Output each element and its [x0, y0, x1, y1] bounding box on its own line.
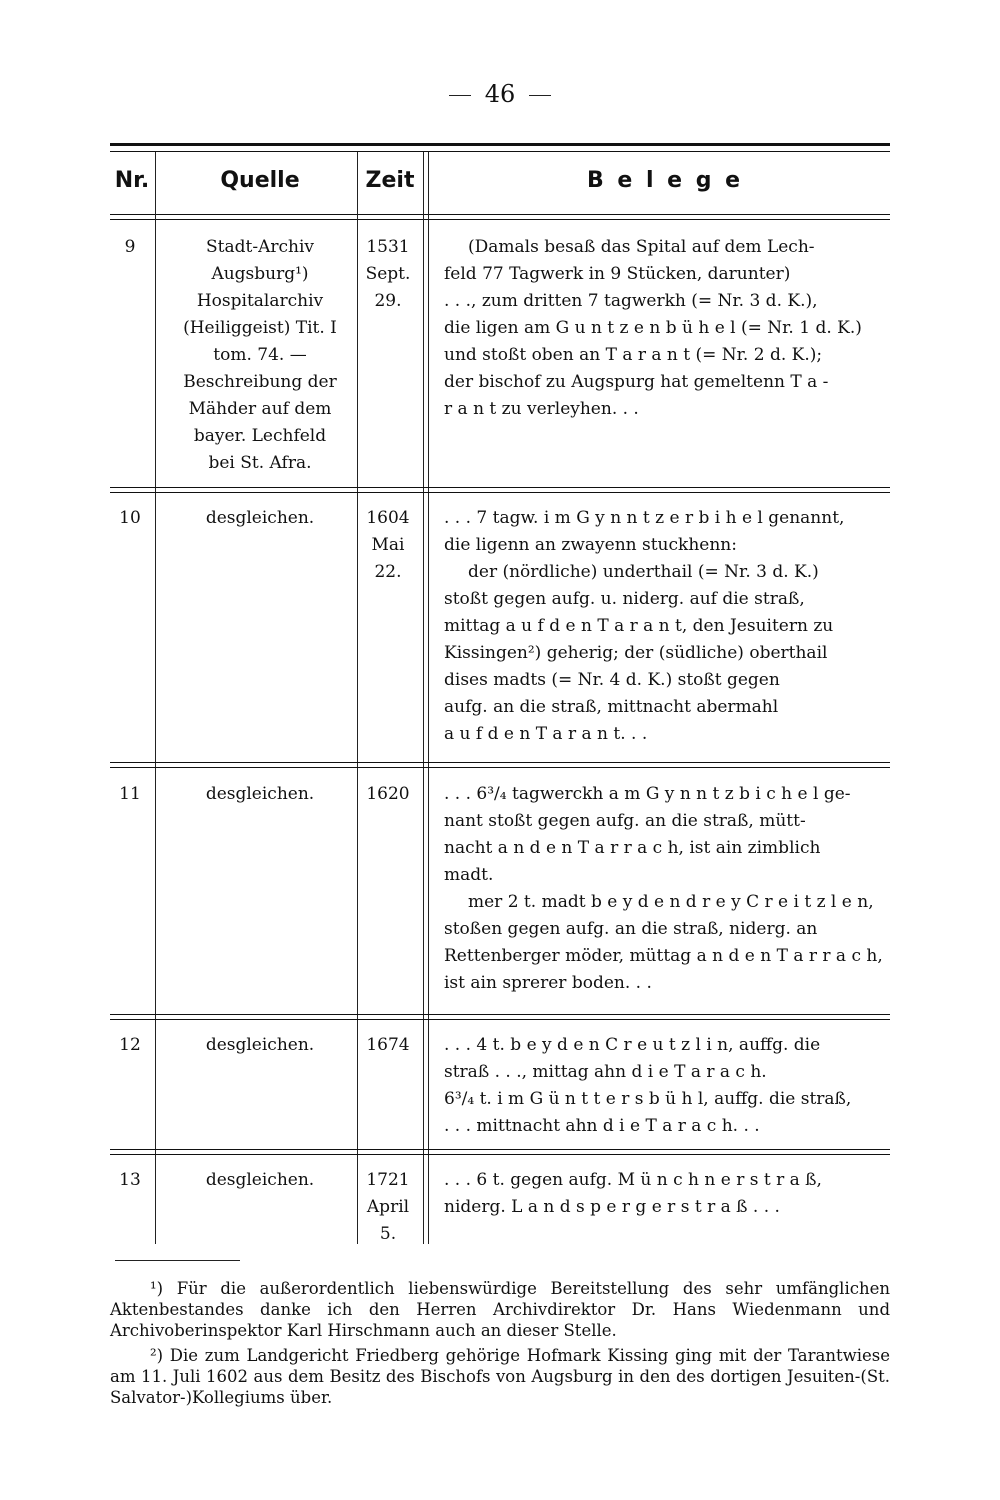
zeit-line: 5. [379, 1224, 397, 1244]
row-zeit [358, 781, 418, 808]
belege-line: und stoßt oben an T a r a n t (= Nr. 2 d. K.); [444, 345, 823, 365]
belege-line: madt. [444, 865, 494, 885]
belege-line: . . . 6³/₄ tagwerckh a m G y n n t z b i c h e l ge- [444, 784, 851, 804]
zeit-line: 29. [374, 291, 402, 311]
page-number-text: 46 [484, 80, 516, 108]
zeit-line: Mai [371, 535, 405, 555]
row-zeit [358, 1032, 418, 1059]
belege-line: . . . mittnacht ahn d i e T a r a c h. . . [444, 1116, 760, 1136]
column-divider-3b [428, 152, 429, 1244]
row-rule-9-10a [110, 487, 890, 488]
belege-line: stoßen gegen aufg. an die straß, niderg. an [444, 919, 818, 939]
quelle-line: (Heiliggeist) Tit. I [183, 318, 337, 338]
belege-line: feld 77 Tagwerk in 9 Stücken, darunter) [444, 264, 791, 284]
footnote-2: ²) Die zum Landgericht Friedberg gehörige Hofmark Kissing ging mit der Tarantwiese am 11. Juli 1602 aus dem Besitz des Bischofs von Augsburg in den des dortigen Jesuiten-(St. Salvator-)Kollegiums über. [110, 1346, 890, 1407]
row-rule-11-12b [110, 1019, 890, 1020]
belege-line: dises madts (= Nr. 4 d. K.) stoßt gegen [444, 670, 780, 690]
quelle-line: desgleichen. [205, 784, 315, 804]
row-nr: 11 [119, 784, 141, 804]
belege-line: . . . 7 tagw. i m G y n n t z e r b i h e l genannt, [444, 508, 845, 528]
belege-line: die ligen am G u n t z e n b ü h e l (= Nr. 1 d. K.) [444, 318, 862, 338]
zeit-line: 1620 [366, 784, 410, 804]
belege-line: . . . 6 t. gegen aufg. M ü n c h n e r s t r a ß, [444, 1170, 822, 1190]
column-divider-3a [423, 152, 424, 1244]
belege-line: nacht a n d e n T a r r a c h, ist ain zimblich [444, 838, 821, 858]
quelle-line: desgleichen. [205, 1035, 315, 1055]
belege-line: Rettenberger möder, müttag a n d e n T a r r a c h, [444, 946, 883, 966]
page-number-dash-left [449, 95, 471, 96]
table-header [110, 150, 890, 214]
zeit-line: 1674 [366, 1035, 410, 1055]
belege-line: . . ., zum dritten 7 tagwerkh (= Nr. 3 d. K.), [444, 291, 818, 311]
belege-line: ist ain sprerer boden. . . [444, 973, 652, 993]
belege-line: mittag a u f d e n T a r a n t, den Jesuitern zu [444, 616, 834, 636]
belege-line: nant stoßt gegen aufg. an die straß, mütt- [444, 811, 806, 831]
belege-line: der bischof zu Augspurg hat gemeltenn T a - [444, 372, 829, 392]
belege-line: a u f d e n T a r a n t. . . [444, 724, 648, 744]
row-rule-10-11b [110, 767, 890, 768]
quelle-line: bei St. Afra. [208, 453, 312, 473]
belege-line: der (nördliche) underthail (= Nr. 3 d. K.) [468, 562, 819, 582]
row-quelle [160, 1032, 360, 1059]
row-nr: 12 [119, 1035, 141, 1055]
belege-line: Kissingen²) geherig; der (südliche) oberthail [444, 643, 828, 663]
belege-line: niderg. L a n d s p e r g e r s t r a ß . . . [444, 1197, 780, 1217]
quelle-line: tom. 74. — [213, 345, 307, 365]
row-rule-10-11a [110, 762, 890, 763]
belege-line: straß . . ., mittag ahn d i e T a r a c h. [444, 1062, 767, 1082]
footnote-1: ¹) Für die außerordentlich liebenswürdige Bereitstellung des sehr umfänglichen Aktenbestandes danke ich den Herren Archivdirektor Dr. Hans Wiedenmann und Archivoberinspektor Karl Hirschmann auch an dieser Stelle. [110, 1279, 890, 1340]
quelle-line: Hospitalarchiv [196, 291, 324, 311]
top-rule-thick [110, 143, 890, 146]
quelle-line: Augsburg¹) [211, 264, 309, 284]
row-belege [444, 1167, 890, 1221]
page-number [0, 80, 1000, 108]
header-belege: B e l e g e [586, 168, 744, 193]
row-belege [444, 234, 890, 423]
quelle-line: bayer. Lechfeld [193, 426, 327, 446]
row-zeit [358, 1167, 418, 1248]
row-rule-9-10b [110, 492, 890, 493]
row-rule-11-12a [110, 1014, 890, 1015]
header-zeit: Zeit [365, 168, 415, 193]
belege-line: r a n t zu verleyhen. . . [444, 399, 639, 419]
header-rule-1 [110, 214, 890, 215]
row-quelle [160, 505, 360, 532]
quelle-line: desgleichen. [205, 508, 315, 528]
belege-line: mer 2 t. madt b e y d e n d r e y C r e i t z l e n, [468, 892, 874, 912]
row-quelle [160, 1167, 360, 1194]
row-nr: 13 [119, 1170, 141, 1190]
column-divider-1 [155, 152, 156, 1244]
row-belege [444, 1032, 890, 1140]
row-zeit [358, 234, 418, 315]
row-nr: 9 [124, 237, 136, 257]
header-rule-2 [110, 219, 890, 220]
belege-line: stoßt gegen aufg. u. niderg. auf die straß, [444, 589, 805, 609]
zeit-line: 1531 [366, 237, 410, 257]
row-belege [444, 505, 890, 748]
zeit-line: April [366, 1197, 410, 1217]
footnote-separator [115, 1260, 240, 1261]
zeit-line: Sept. [365, 264, 411, 284]
footnotes [110, 1278, 890, 1412]
header-nr: Nr. [114, 168, 150, 193]
belege-line: die ligenn an zwayenn stuckhenn: [444, 535, 737, 555]
belege-line: . . . 4 t. b e y d e n C r e u t z l i n, auffg. die [444, 1035, 821, 1055]
quelle-line: Beschreibung der [183, 372, 337, 392]
row-rule-12-13b [110, 1154, 890, 1155]
row-rule-12-13a [110, 1149, 890, 1150]
quelle-line: desgleichen. [205, 1170, 315, 1190]
row-belege [444, 781, 890, 997]
belege-line: aufg. an die straß, mittnacht abermahl [444, 697, 779, 717]
zeit-line: 1721 [366, 1170, 410, 1190]
belege-line: (Damals besaß das Spital auf dem Lech- [468, 237, 815, 257]
belege-line: 6³/₄ t. i m G ü n t t e r s b ü h l, auffg. die straß, [444, 1089, 852, 1109]
zeit-line: 22. [374, 562, 402, 582]
quelle-line: Mähder auf dem [188, 399, 332, 419]
quelle-line: Stadt-Archiv [206, 237, 314, 257]
header-quelle: Quelle [220, 168, 300, 193]
zeit-line: 1604 [366, 508, 410, 528]
row-quelle [160, 781, 360, 808]
row-nr: 10 [119, 508, 141, 528]
page-number-dash-right [529, 95, 551, 96]
row-quelle [160, 234, 360, 477]
row-zeit [358, 505, 418, 586]
